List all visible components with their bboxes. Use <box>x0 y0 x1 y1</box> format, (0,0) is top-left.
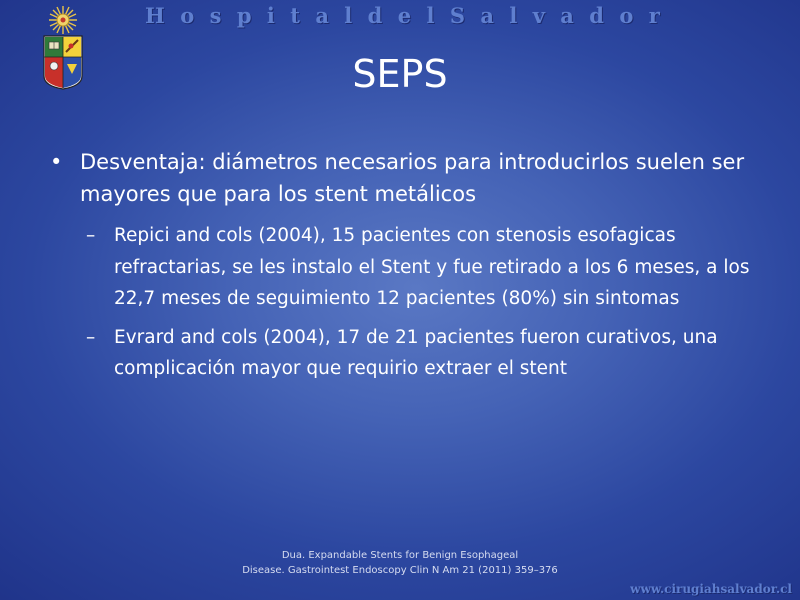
banner-letter: l <box>509 3 518 28</box>
bullet-item <box>50 146 770 210</box>
banner-letter: i <box>266 3 275 28</box>
banner-letter: l <box>344 3 353 28</box>
bullet-text: Desventaja: diámetros necesarios para introducirlos suelen ser mayores que para los stent metálicos <box>80 150 745 206</box>
subbullet-text: Evrard and cols (2004), 17 de 21 pacientes fueron curativos, una complicación mayor que requirio extraer el stent <box>114 326 718 379</box>
citation <box>0 548 800 578</box>
banner-letter: o <box>180 3 195 28</box>
subbullet-text: Repici and cols (2004), 15 pacientes con stenosis esofagicas refractarias, se les instalo el Stent y fue retirado a los 6 meses, a los 22,7 meses de seguimiento 12 pacientes (80%) sin sintomas <box>114 225 750 309</box>
subbullet-item <box>86 220 770 315</box>
banner-letter: S <box>449 3 465 28</box>
banner-letter: a <box>315 3 329 28</box>
banner-letter: v <box>532 3 545 28</box>
hospital-name-banner <box>145 3 660 28</box>
slide-title: SEPS <box>352 52 448 96</box>
banner-letter: d <box>589 3 604 28</box>
banner-letter: s <box>209 3 222 28</box>
subbullet-marker: – <box>86 326 96 348</box>
banner-letter: a <box>480 3 494 28</box>
slide-body <box>50 146 770 392</box>
banner-letter: l <box>426 3 435 28</box>
banner-letter: e <box>397 3 412 28</box>
banner-letter: r <box>648 3 660 28</box>
banner-letter: d <box>367 3 383 28</box>
banner-letter: t <box>290 3 300 28</box>
citation-line: Dua. Expandable Stents for Benign Esophageal <box>281 550 519 561</box>
banner-letter: p <box>236 3 252 28</box>
subbullet-list <box>50 220 770 385</box>
banner-letter: a <box>560 3 574 28</box>
bullet-marker: • <box>50 150 63 174</box>
banner-letter: o <box>619 3 634 28</box>
subbullet-marker: – <box>86 225 96 246</box>
footer-url: www.cirugiahsalvador.cl <box>630 582 792 596</box>
citation-line: Disease. Gastrointest Endoscopy Clin N Am 21 (2011) 359–376 <box>242 565 558 576</box>
subbullet-item <box>86 322 770 385</box>
banner-letter: H <box>145 3 165 28</box>
